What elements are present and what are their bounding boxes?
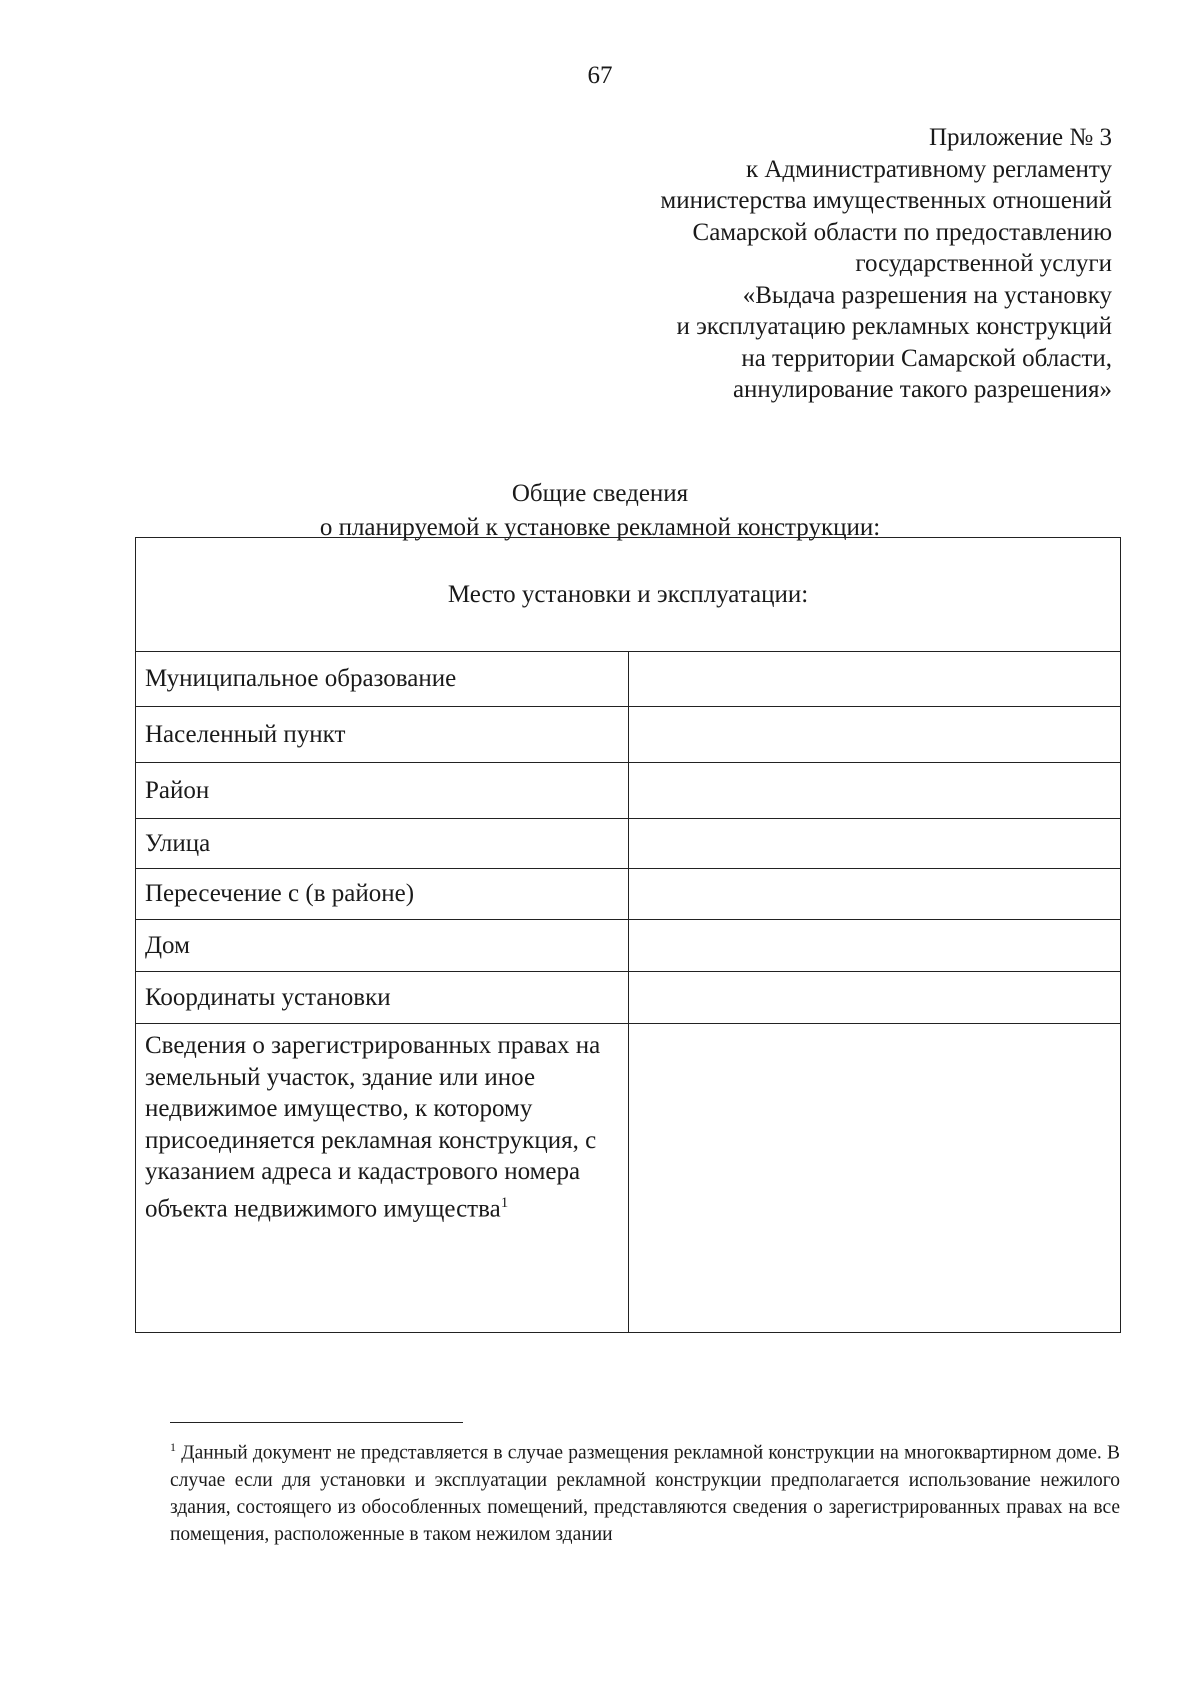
table-header: Место установки и эксплуатации:	[136, 538, 1121, 652]
row-label-house: Дом	[136, 920, 629, 972]
row-value-municipality	[628, 652, 1121, 707]
row-label-district: Район	[136, 763, 629, 819]
document-title	[0, 477, 1200, 545]
row-value-street	[628, 819, 1121, 869]
row-value-district	[628, 763, 1121, 819]
row-label-coordinates: Координаты установки	[136, 972, 629, 1024]
row-label-intersection: Пересечение с (в районе)	[136, 869, 629, 920]
footnote-mark: 1	[170, 1440, 176, 1454]
title-line-1: Общие сведения	[511, 480, 689, 507]
appendix-line: к Административному регламенту	[745, 155, 1112, 183]
row-label-street: Улица	[136, 819, 629, 869]
appendix-line: государственной услуги	[855, 250, 1112, 277]
table-row	[136, 869, 1121, 920]
footnote-separator	[170, 1422, 463, 1423]
row-value-settlement	[628, 707, 1121, 763]
appendix-line: на территории Самарской области,	[741, 344, 1112, 372]
appendix-line: Приложение № 3	[928, 124, 1112, 151]
appendix-line: и эксплуатацию рекламных конструкций	[676, 313, 1112, 340]
rights-info-text: Сведения о зарегистрированных правах на земельный участок, здание или иное недвижимое имущество, к которому присоединяется рекламная конструкция, с указанием адреса и кадастрового номера объекта недвижимого имущества	[145, 1032, 601, 1222]
row-label-settlement: Населенный пункт	[136, 707, 629, 763]
footnote	[170, 1434, 1120, 1548]
table-row	[136, 920, 1121, 972]
row-value-intersection	[628, 869, 1121, 920]
installation-info-table	[135, 537, 1121, 1333]
title-line-2: о планируемой к установке рекламной конструкции:	[319, 514, 881, 541]
appendix-line: министерства имущественных отношений	[660, 187, 1112, 214]
footnote-reference: 1	[500, 1194, 509, 1211]
table-row	[136, 652, 1121, 707]
table-row	[136, 1024, 1121, 1333]
appendix-line: Самарской области по предоставлению	[692, 218, 1112, 246]
row-value-coordinates	[628, 972, 1121, 1024]
appendix-line: «Выдача разрешения на установку	[742, 281, 1112, 309]
table-row	[136, 972, 1121, 1024]
table-row	[136, 707, 1121, 763]
row-value-house	[628, 920, 1121, 972]
table-row	[136, 763, 1121, 819]
table-row	[136, 819, 1121, 869]
page-number: 67	[587, 62, 613, 89]
footnote-text: Данный документ не представляется в случае размещения рекламной конструкции на многоквартирном доме. В случае если для установки и эксплуатации рекламной конструкции предполагается использование нежилого здания, состоящего из обособленных помещений, представляются сведения о зарегистрированных правах на все помещения, расположенные в таком нежилом здании	[170, 1442, 1121, 1545]
row-label-municipality: Муниципальное образование	[136, 652, 629, 707]
appendix-line: аннулирование такого разрешения»	[732, 376, 1112, 403]
row-value-rights-info	[628, 1024, 1121, 1333]
row-label-rights-info	[136, 1024, 629, 1333]
appendix-header	[492, 122, 1112, 406]
